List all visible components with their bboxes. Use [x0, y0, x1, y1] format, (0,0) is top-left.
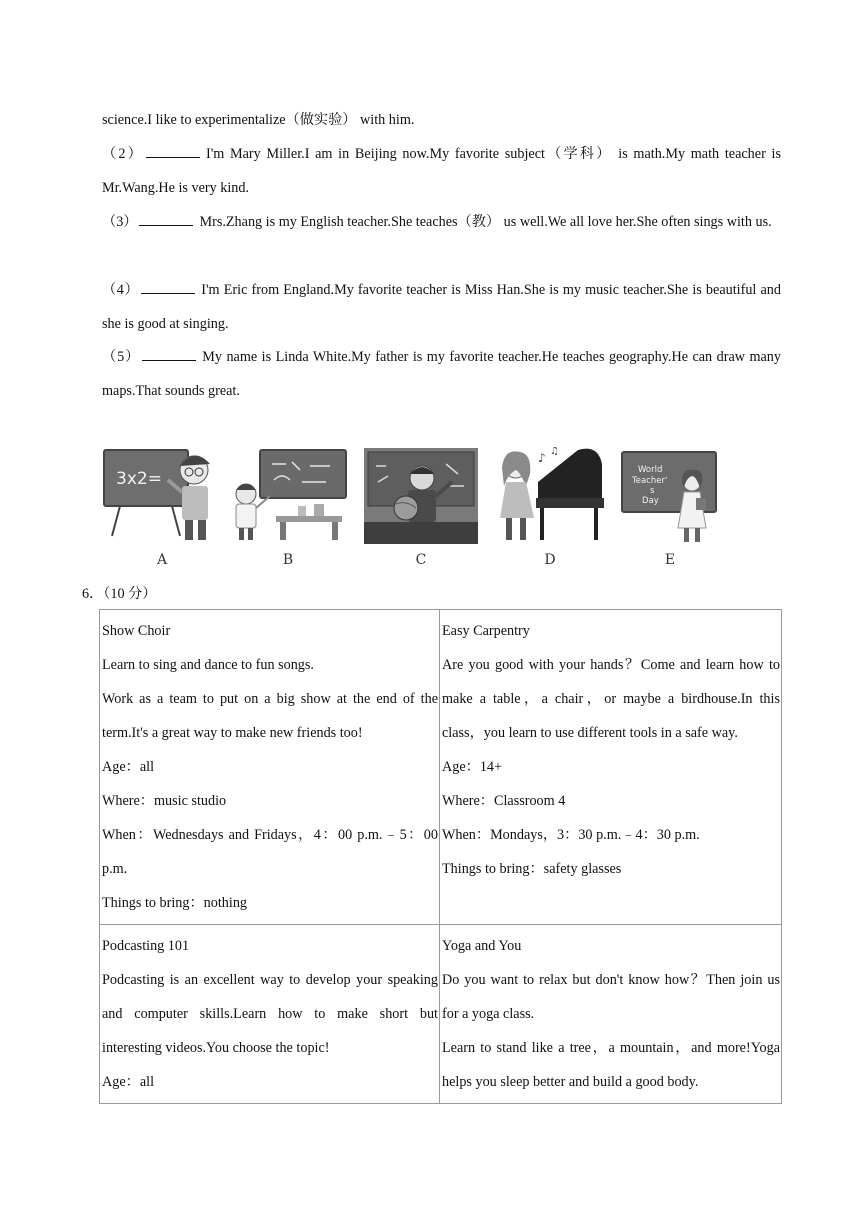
cell-line: Learn to sing and dance to fun songs. [102, 657, 314, 673]
picture-label-e: E [664, 552, 676, 568]
picture-label-b: B [282, 552, 294, 568]
cell-line: When：Mondays，3：30 p.m.﹣4：30 p.m. [442, 827, 700, 843]
board-text-e-4: Day [642, 496, 659, 506]
item-number: （3） [102, 214, 138, 230]
answer-blank[interactable] [142, 346, 196, 361]
board-text-e-1: World [638, 465, 663, 475]
cell-line: Age：14+ [442, 759, 503, 775]
teachers-day-illustration [620, 446, 720, 546]
question-number: 6．（10 分） [82, 586, 157, 602]
cell-line: Work as a team to put on a big show at the end of the term.It's a great way to make new friends too! [102, 691, 438, 741]
board-text-e-2: Teacher' [632, 476, 668, 486]
picture-label-a: A [156, 552, 168, 568]
music-teacher-illustration [490, 446, 610, 546]
picture-c [362, 446, 480, 568]
cell-line: Age：all [102, 1074, 155, 1090]
cell-title: Easy Carpentry [442, 623, 530, 639]
picture-label-c: C [415, 552, 427, 568]
math-teacher-illustration [102, 446, 222, 546]
paragraph-item-4 [102, 273, 781, 341]
table-cell-yoga [440, 925, 782, 1104]
picture-b [228, 446, 348, 568]
picture-e [620, 446, 720, 568]
cell-line: Age：all [102, 759, 155, 775]
cell-line: Do you want to relax but don't know how？Then join us for a yoga class. [442, 972, 780, 1022]
science-teacher-illustration [228, 446, 348, 546]
paragraph-item-5 [102, 340, 781, 408]
svg-text:♫: ♫ [550, 446, 559, 457]
picture-d [490, 446, 610, 568]
picture-strip [100, 446, 720, 574]
paragraph-line-1: science.I like to experimentalize（做实验） with him. [102, 112, 415, 128]
item-text: I'm Eric from England.My favorite teacher is Miss Han.She is my music teacher.She is beautiful and she is good at singing. [102, 282, 781, 332]
paragraph-item-2 [102, 137, 781, 205]
cell-line: Things to bring：nothing [102, 895, 248, 911]
table-cell-show-choir [100, 610, 440, 925]
table-row [100, 925, 782, 1104]
table-row [100, 610, 782, 925]
cell-line: When：Wednesdays and Fridays，4：00 p.m.﹣5：00 p.m. [102, 827, 438, 877]
table-cell-easy-carpentry [440, 610, 782, 925]
cell-title: Podcasting 101 [102, 938, 190, 954]
cell-line: Where：Classroom 4 [442, 793, 566, 809]
item-number: （4） [102, 282, 140, 298]
picture-a [102, 446, 222, 568]
cell-title: Show Choir [102, 623, 171, 639]
board-text-a: 3x2= [116, 469, 162, 489]
cell-line: Learn to stand like a tree，a mountain，and more!Yoga helps you sleep better and build a good body. [442, 1040, 780, 1090]
geography-teacher-illustration [362, 446, 480, 546]
cell-line: Podcasting is an excellent way to develop your speaking and computer skills.Learn how to make short but interesting videos.You choose the topic! [102, 972, 438, 1056]
cell-line: Are you good with your hands？Come and learn how to make a table，a chair，or maybe a birdhouse.In this class，you learn to use different tools in a safe way. [442, 657, 780, 741]
paragraph-item-3 [102, 205, 781, 239]
cell-line: Where：music studio [102, 793, 227, 809]
picture-label-d: D [544, 552, 556, 568]
item-number: （5） [102, 349, 141, 365]
table-cell-podcasting [100, 925, 440, 1104]
board-text-e-3: s [650, 486, 655, 496]
cell-line: Things to bring：safety glasses [442, 861, 622, 877]
item-number: （2） [102, 146, 144, 162]
item-text: I'm Mary Miller.I am in Beijing now.My favorite subject（学科） is math.My math teacher is Mr.Wang.He is very kind. [102, 146, 781, 196]
answer-blank[interactable] [146, 143, 200, 158]
cell-title: Yoga and You [442, 938, 522, 954]
answer-blank[interactable] [141, 279, 195, 294]
item-text: Mrs.Zhang is my English teacher.She teaches（教） us well.We all love her.She often sings with us. [199, 214, 772, 230]
svg-text:♪: ♪ [538, 451, 546, 465]
answer-blank[interactable] [139, 211, 193, 226]
item-text: My name is Linda White.My father is my favorite teacher.He teaches geography.He can draw many maps.That sounds great. [102, 349, 781, 399]
activity-table [99, 609, 782, 1104]
